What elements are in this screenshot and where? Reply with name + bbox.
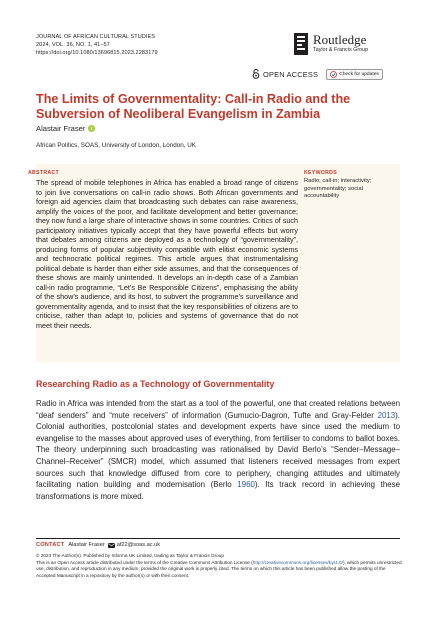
contact-email[interactable]: af22@soas.ac.uk: [116, 542, 161, 548]
license-text-b: ), which permits unrestricted use, distribution, and reproduction in any medium, provided the original work is properly cited. The terms on which this article has been published allow the posting of the Accepted Manuscript in a repository by the author(s) or with their consent.: [36, 559, 402, 578]
open-access-lock-icon: [252, 69, 260, 79]
author-affiliation: African Politics, SOAS, University of London, London, UK: [36, 142, 196, 149]
contact-name: Alastair Fraser: [68, 542, 105, 548]
routledge-logo-icon: [294, 33, 308, 55]
email-icon: [108, 543, 115, 548]
keywords-heading: KEYWORDS: [304, 170, 337, 176]
article-title: [36, 92, 376, 122]
author-row: [36, 124, 95, 133]
body-text-c: ). Its track record in achieving these transformations is more mixed.: [36, 480, 400, 501]
citation-link-2013[interactable]: 2013: [377, 410, 396, 420]
journal-info: [36, 33, 158, 57]
section-heading: Researching Radio as a Technology of Governmentality: [36, 379, 275, 389]
keywords-text: Radio; call-in; interactivity; governmentality; social accountability: [304, 178, 372, 200]
copyright-line: © 2023 The Author(s). Published by Informa UK Limited, trading as Taylor & Francis Group: [36, 553, 225, 558]
citation-link-1960[interactable]: 1960: [237, 480, 255, 490]
check-for-updates-button[interactable]: [326, 69, 383, 80]
publisher-logo: [294, 33, 368, 55]
license-link[interactable]: http://creativecommons.org/licenses/by/4.0/: [252, 559, 343, 565]
body-text-a: Radio in Africa was intended from the start as a tool of the powerful, one that created relations between “deaf senders” and “mute receivers” of information (Gumucio-Dagron, Tufte and Gray-Felder: [36, 399, 400, 420]
open-access-label: OPEN ACCESS: [263, 69, 319, 79]
contact-label: CONTACT: [36, 542, 65, 548]
copyright-notice: [36, 553, 402, 579]
check-updates-label: Check for updates: [339, 71, 379, 77]
abstract-heading: ABSTRACT: [28, 170, 59, 176]
contact-row: [36, 542, 160, 548]
article-doi[interactable]: https://doi.org/10.1080/13696815.2023.2283179: [36, 50, 158, 56]
license-text-a: This is an Open Access article distributed under the terms of the Creative Commons Attribution License (: [36, 559, 253, 565]
body-paragraph: [36, 398, 400, 502]
license-text: [36, 560, 402, 580]
publisher-group: Taylor & Francis Group: [313, 47, 369, 53]
publisher-name: Routledge: [313, 32, 367, 47]
journal-citation: 2024, VOL. 36, NO. 1, 41–57: [36, 42, 110, 48]
orcid-icon[interactable]: [88, 125, 95, 132]
footer-divider: [36, 538, 400, 539]
body-text-b: ). Colonial authorities, postcolonial states and development experts have since used the medium to evangelise to the masses about approved uses of everything, from fertiliser to condoms to ballot boxes. The theory underpinning such broadcasting was rationalised by David Berlo’s “Sender–Message–Channel–Receiver” (SMCR) model, which assumed that listeners received messages from expert sources such that knowledge diffused from core to periphery, changing attitudes and ultimately facilitating nation building and modernisation (Berlo: [36, 410, 400, 490]
journal-name: JOURNAL OF AFRICAN CULTURAL STUDIES: [36, 34, 156, 40]
title-line-1: The Limits of Governmentality: Call-in Radio and the: [36, 92, 351, 106]
author-name[interactable]: Alastair Fraser: [36, 124, 86, 133]
title-line-2: Subversion of Neoliberal Evangelism in Zambia: [36, 107, 321, 121]
check-updates-icon: [330, 71, 337, 78]
access-row: [252, 68, 383, 80]
abstract-text: The spread of mobile telephones in Africa has enabled a broad range of citizens to join live conversations on call-in radio shows. Both African governments and foreign aid agencies claim that broadcasting such debates can raise awareness, amplify the voices of the poor, and facilitate development and better governance; they now fund a large share of interactive shows in some countries. Critics of such participatory initiatives typically accept that they have powerful effects but worry that debates among citizens are deployed as a technology of “governmentality”, producing forms of popular subjectivity compatible with elitist economic systems and technocratic political regimes. This article argues that instrumentalising political debate is harder than either side assumes, and that the consequences of these shows are mainly unintended. It develops an in-depth case of a Zambian call-in radio programme, “Let’s Be Responsible Citizens”, emphasising the ability of the show’s audience, and its host, to subvert the programme’s surveillance and governmentality agenda, and to insist that the key responsibilities of citizens are to criticise, rather than adapt to, policies and systems of governance that do not meet their needs.: [36, 178, 298, 330]
